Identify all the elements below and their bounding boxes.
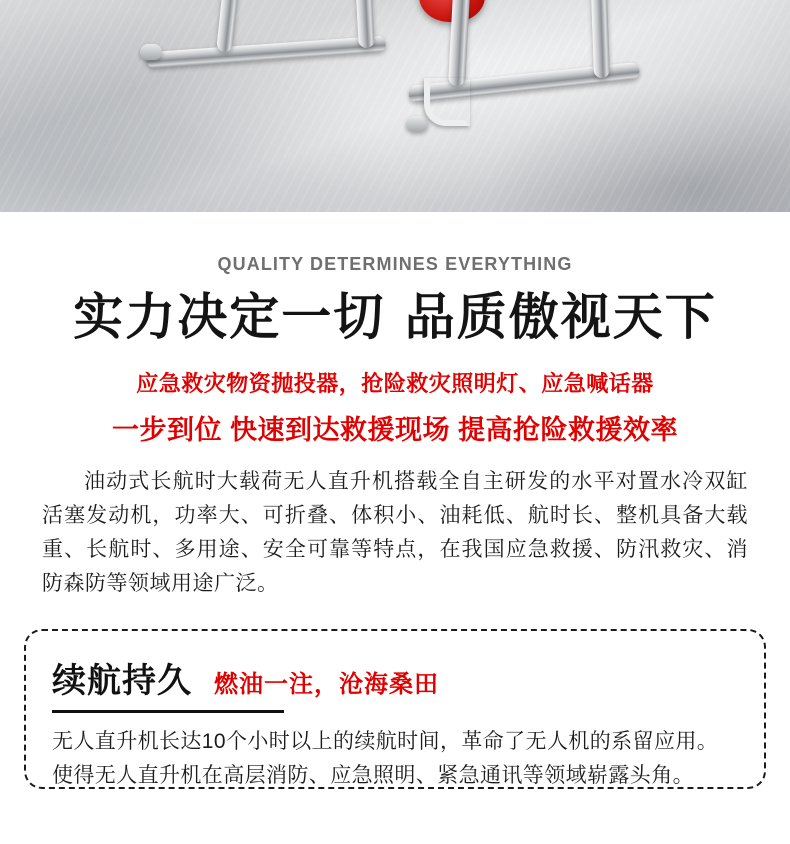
feature-card-body: 无人直升机长达10个小时以上的续航时间，革命了无人机的系留应用。使得无人直升机在高层消防、应急照明、紧急通讯等领域崭露头角。 bbox=[52, 730, 719, 787]
right-skid-end-cap bbox=[406, 116, 428, 132]
feature-card-endurance bbox=[24, 629, 766, 789]
page-title: 实力决定一切 品质傲视天下 bbox=[73, 288, 717, 346]
right-skid-leg-inner bbox=[590, 0, 610, 78]
hero-texture bbox=[0, 0, 790, 212]
left-skid-end-cap bbox=[140, 44, 162, 60]
feature-card-divider bbox=[52, 710, 284, 713]
feature-card-header bbox=[52, 653, 738, 702]
section-paragraph: 油动式长航时大载荷无人直升机搭载全自主研发的水平对置水冷双缸活塞发动机，功率大、可折叠、体积小、油耗低、航时长、整机具备大载重、长航时、多用途、安全可靠等特点，在我国应急救援、防汛救灾、消防森防等领域用途广泛。 bbox=[42, 470, 748, 596]
cargo-hook-icon bbox=[424, 78, 470, 126]
section-subline-2: 一步到位 快速到达救援现场 提高抢险救援效率 bbox=[111, 415, 678, 445]
feature-card-title: 续航持久 bbox=[52, 661, 192, 702]
content-section bbox=[0, 254, 790, 601]
section-eyebrow: QUALITY DETERMINES EVERYTHING bbox=[217, 254, 573, 274]
feature-card-tagline: 燃油一注，沧海桑田 bbox=[214, 671, 439, 699]
hero-image bbox=[0, 0, 790, 212]
section-subline-1: 应急救灾物资抛投器，抢险救灾照明灯、应急喊话器 bbox=[136, 371, 654, 396]
